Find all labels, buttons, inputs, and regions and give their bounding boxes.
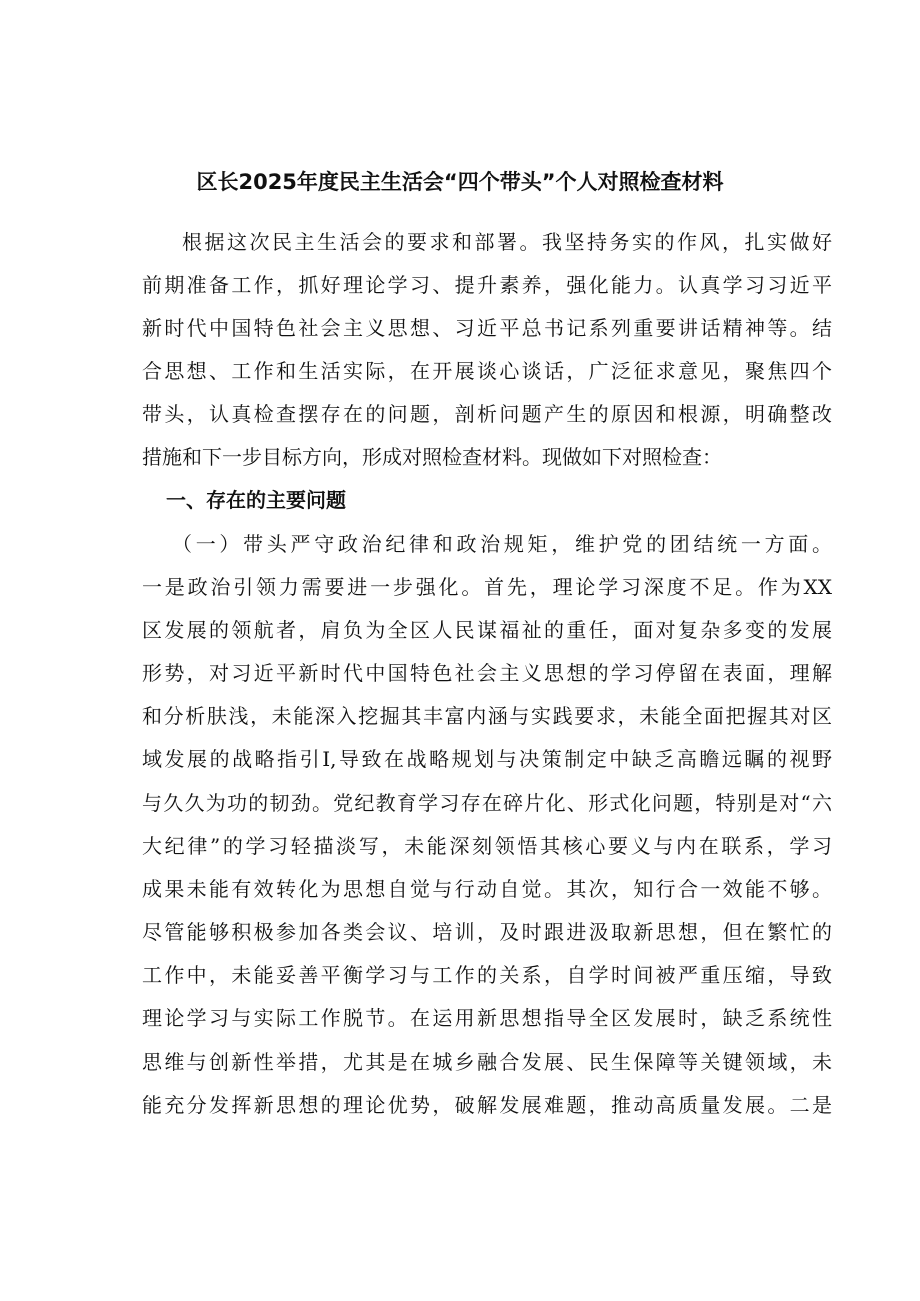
paragraph-line: 与久久为功的韧劲。党纪教育学习存在碎片化、形式化问题，特别是对“六: [142, 791, 832, 815]
paragraph-line: 大纪律”的学习轻描淡写，未能深刻领悟其核心要义与内在联系，学习: [142, 834, 832, 858]
paragraph-line: 域发展的战略指引I,导致在战略规划与决策制定中缺乏高瞻远瞩的视野: [142, 747, 832, 771]
section-heading: 一、存在的主要问题: [166, 488, 346, 512]
paragraph-line: 合思想、工作和生活实际，在开展谈心谈话，广泛征求意见，聚焦四个: [142, 359, 832, 383]
paragraph-line: 思维与创新性举措，尤其是在城乡融合发展、民生保障等关键领域，未: [142, 1050, 832, 1074]
paragraph-line: 前期准备工作，抓好理论学习、提升素养，强化能力。认真学习习近平: [142, 273, 832, 297]
paragraph-line: 成果未能有效转化为思想自觉与行动自觉。其次，知行合一效能不够。: [142, 877, 832, 901]
paragraph-line: 形势，对习近平新时代中国特色社会主义思想的学习停留在表面，理解: [142, 661, 832, 685]
paragraph-line: 一是政治引领力需要进一步强化。首先，理论学习深度不足。作为XX: [142, 575, 832, 599]
paragraph-line: 工作中，未能妥善平衡学习与工作的关系，自学时间被严重压缩，导致: [142, 963, 832, 987]
paragraph-line: 和分析肤浅，未能深入挖掘其丰富内涵与实践要求，未能全面把握其对区: [142, 704, 832, 728]
paragraph-line: 尽管能够积极参加各类会议、培训，及时跟进汲取新思想，但在繁忙的: [142, 920, 832, 944]
paragraph-line: 区发展的领航者，肩负为全区人民谋福祉的重任，面对复杂多变的发展: [142, 618, 832, 642]
paragraph-line: 新时代中国特色社会主义思想、习近平总书记系列重要讲话精神等。结: [142, 316, 832, 340]
paragraph-line: 根据这次民主生活会的要求和部署。我坚持务实的作风，扎实做好: [182, 230, 832, 254]
document-title: 区长2025年度民主生活会“四个带头”个人对照检查材料: [196, 170, 724, 194]
paragraph-line: 理论学习与实际工作脱节。在运用新思想指导全区发展时，缺乏系统性: [142, 1006, 832, 1030]
paragraph-line: 措施和下一步目标方向，形成对照检查材料。现做如下对照检查：: [142, 445, 722, 469]
paragraph-line: 能充分发挥新思想的理论优势，破解发展难题，推动高质量发展。二是: [142, 1093, 832, 1117]
paragraph-line: 带头，认真检查摆存在的问题，剖析问题产生的原因和根源，明确整改: [142, 402, 832, 426]
subsection-heading: （一）带头严守政治纪律和政治规矩，维护党的团结统一方面。: [172, 532, 832, 556]
